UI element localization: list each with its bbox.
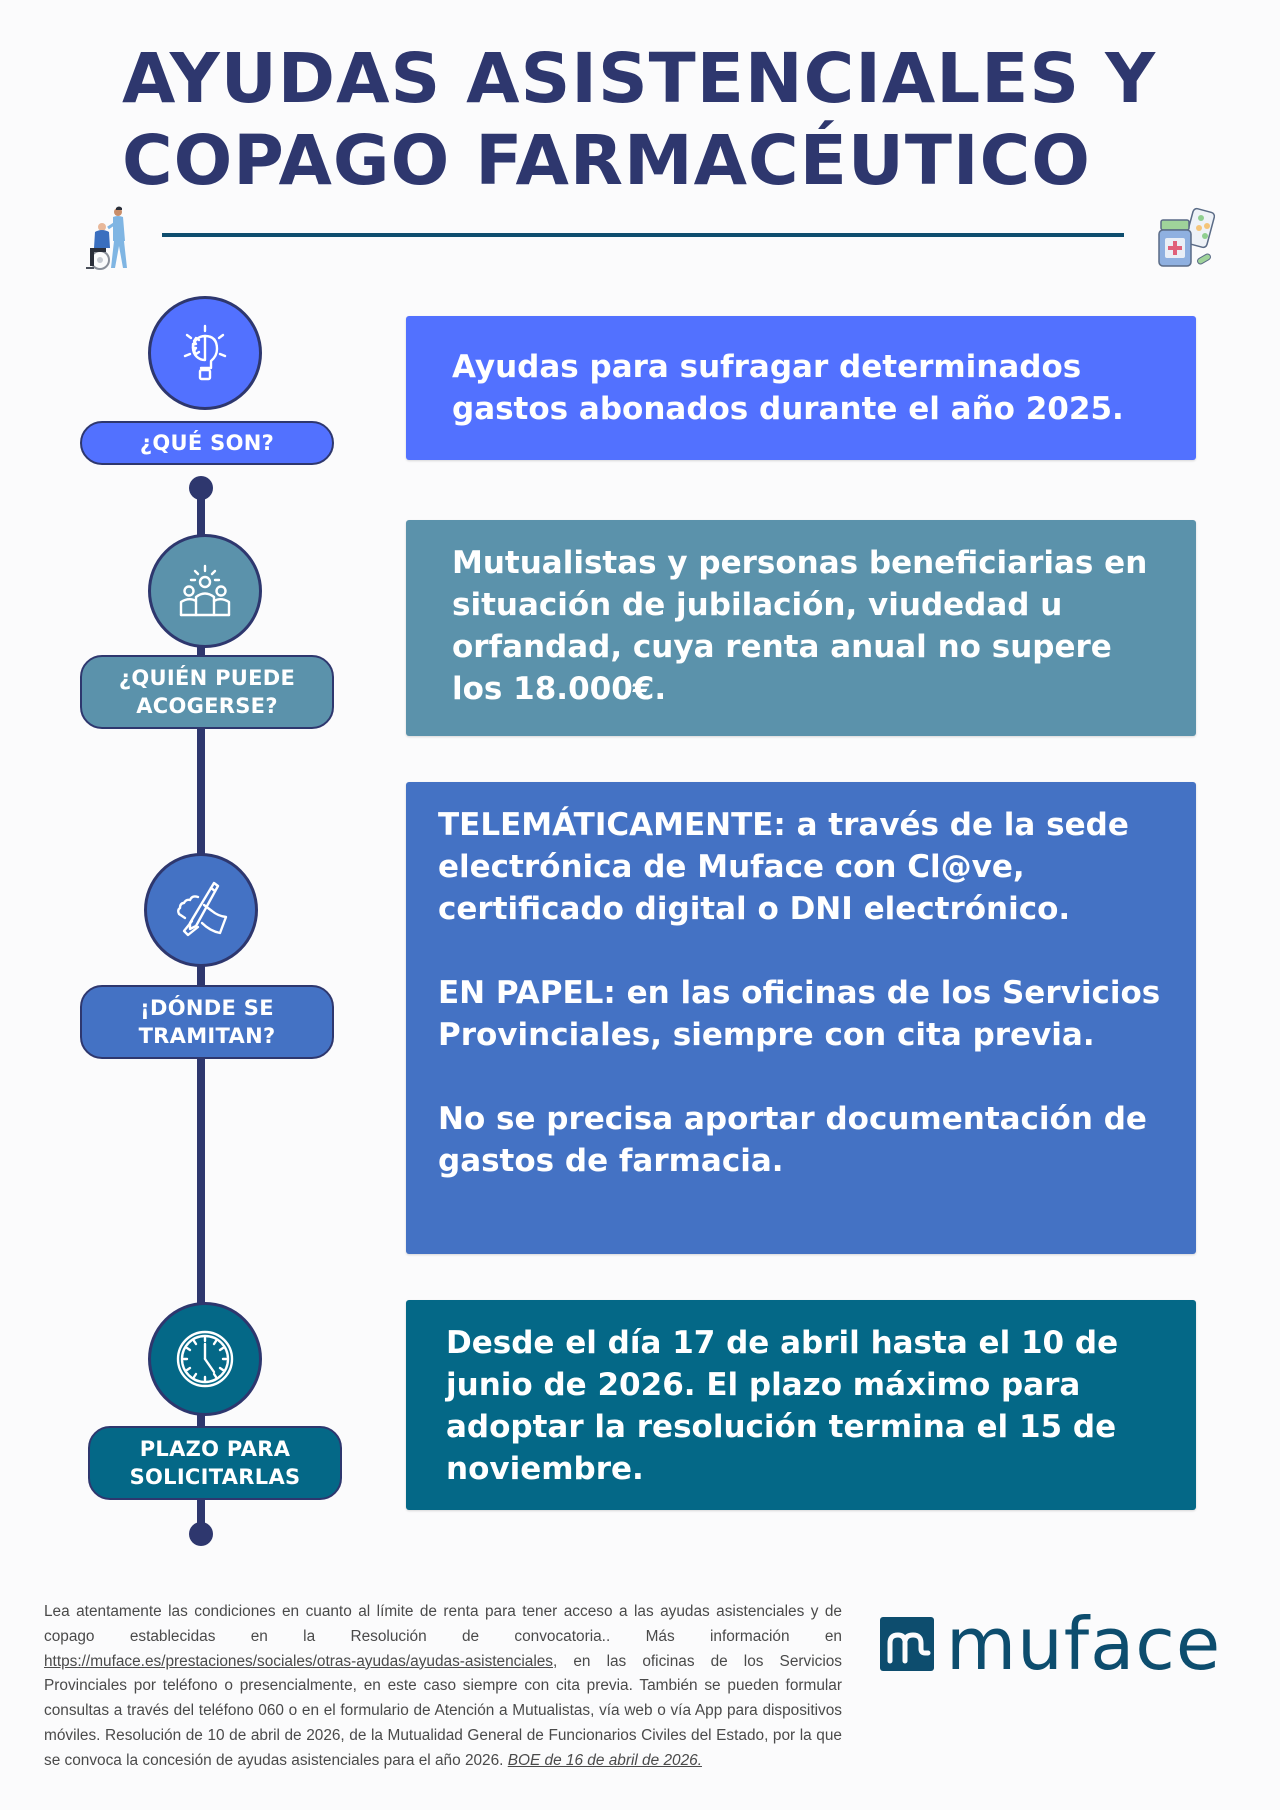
section-label-quien-puede (80, 655, 334, 729)
section-box-quien-puede (406, 520, 1196, 736)
clock-icon (148, 1302, 262, 1416)
timeline-dot-bottom (189, 1522, 213, 1546)
section-paragraph: Ayudas para sufragar determinados gastos abonados durante el año 2025. (452, 349, 1124, 427)
muface-logo (880, 1602, 1222, 1686)
section-label-line2: ACOGERSE? (136, 694, 278, 718)
header-divider (162, 233, 1124, 237)
title-line-2: COPAGO FARMACÉUTICO (122, 121, 1091, 201)
title-line-1: AYUDAS ASISTENCIALES Y (122, 39, 1157, 119)
footer-text-part1: Lea atentamente las condiciones en cuanto al límite de renta para tener acceso a las ayudas asistenciales y de copago establecidas en la Resolución de convocatoria.. Más información en (44, 1603, 842, 1645)
section-label-plazo (88, 1426, 342, 1500)
section-label-donde-se-tramitan (80, 985, 334, 1059)
section-label-line1: ¡DÓNDE SE (140, 996, 274, 1020)
section-paragraph-telematicamente: TELEMÁTICAMENTE: a través de la sede electrónica de Muface con Cl@ve, certificado digital o DNI electrónico. (438, 807, 1129, 927)
section-paragraph-documentacion: No se precisa aportar documentación de gastos de farmacia. (438, 1101, 1147, 1179)
section-label-line1: ¿QUIÉN PUEDE (118, 666, 296, 690)
section-label-line2: TRAMITAN? (138, 1024, 276, 1048)
muface-m-logo-icon (880, 1617, 934, 1671)
muface-wordmark: muface (946, 1602, 1222, 1686)
ayudas-asistenciales-link[interactable]: https://muface.es/prestaciones/sociales/otras-ayudas/ayudas-asistenciales (44, 1652, 554, 1670)
caregiver-wheelchair-icon (80, 206, 140, 272)
section-box-plazo (406, 1300, 1196, 1510)
footer-disclaimer (44, 1600, 842, 1774)
section-box-que-son (406, 316, 1196, 460)
footer-text-part2: , en las oficinas de los Servicios Provinciales por teléfono o presencialmente, en este caso siempre con cita previa. También se pueden formular consultas a través del teléfono 060 o en el formulario de Atención a Mutualistas, vía web o vía App para dispositivos móviles. Resolución de 10 de abril de 2026, de la Mutualidad General de Funcionarios Civiles del Estado, por la que se convoca la concesión de ayudas asistenciales para el año 2026. (44, 1652, 842, 1769)
section-paragraph: Mutualistas y personas beneficiarias en situación de jubilación, viudedad u orfandad, cuya renta anual no supere los 18.000€. (452, 545, 1148, 707)
section-paragraph: Desde el día 17 de abril hasta el 10 de junio de 2026. El plazo máximo para adoptar la resolución termina el 15 de noviembre. (446, 1325, 1119, 1487)
section-box-donde-se-tramitan (406, 782, 1196, 1254)
medicine-bottle-pills-icon (1155, 206, 1221, 272)
lightbulb-gear-icon (148, 296, 262, 410)
section-label-line2: SOLICITARLAS (129, 1465, 301, 1489)
section-paragraph-en-papel: EN PAPEL: en las oficinas de los Servicios Provinciales, siempre con cita previa. (438, 975, 1161, 1053)
hand-pencil-icon (144, 853, 258, 967)
timeline-dot-top (189, 476, 213, 500)
boe-link[interactable]: BOE de 16 de abril de 2026. (507, 1751, 702, 1769)
people-group-icon (148, 534, 262, 648)
section-label-line1: PLAZO PARA (139, 1437, 291, 1461)
section-label-que-son (80, 421, 334, 465)
section-label-line1: ¿QUÉ SON? (139, 431, 275, 455)
page-title (122, 38, 1222, 202)
